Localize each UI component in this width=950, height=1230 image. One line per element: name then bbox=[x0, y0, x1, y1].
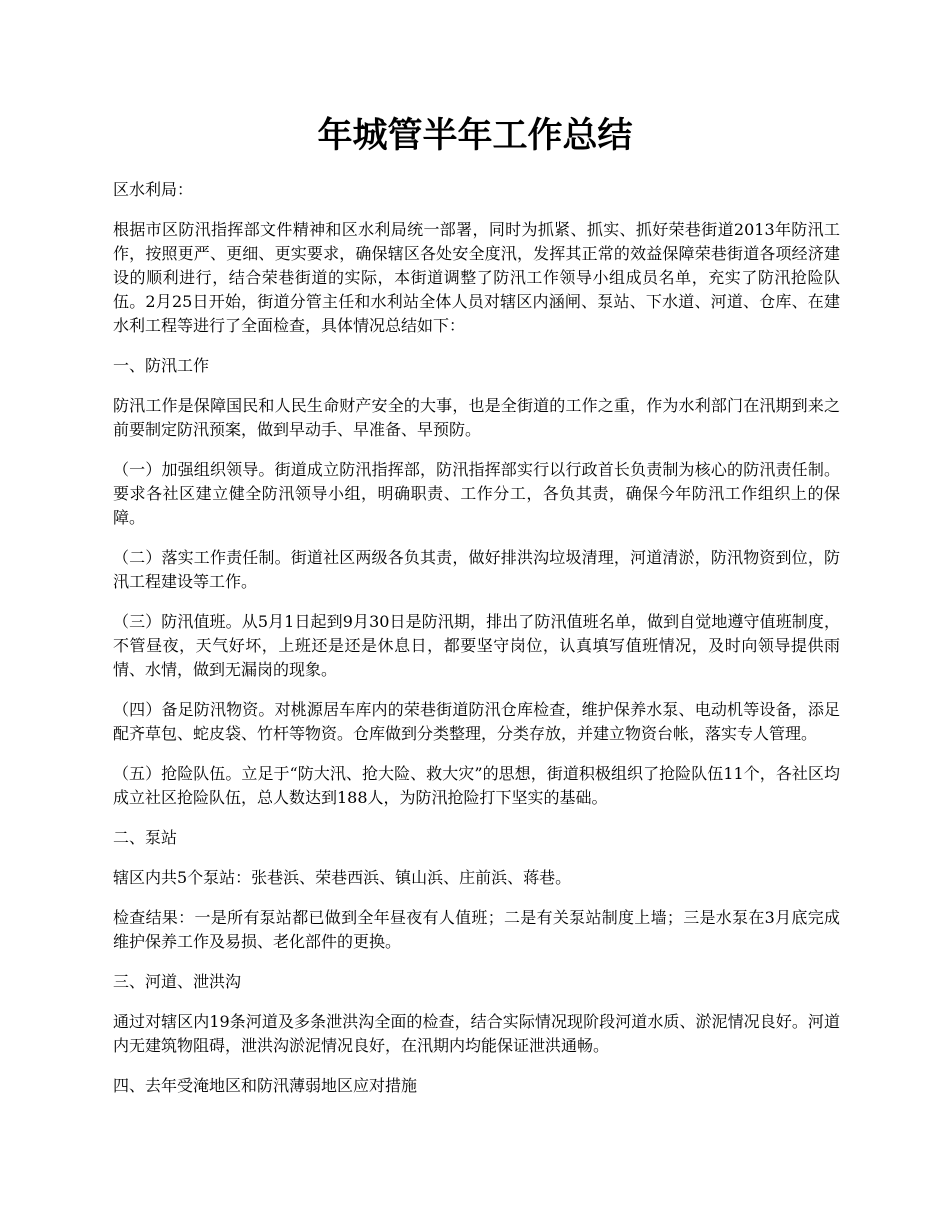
paragraph: （二）落实工作责任制。街道社区两级各负其责，做好排洪沟垃圾清理，河道清淤，防汛物资到位，防汛工程建设等工作。 bbox=[113, 548, 840, 591]
section-heading-pump-stations: 二、泵站 bbox=[113, 828, 178, 847]
paragraph: 防汛工作是保障国民和人民生命财产安全的大事，也是全街道的工作之重，作为水利部门在汛期到来之前要制定防汛预案，做到早动手、早准备、早预防。 bbox=[113, 396, 840, 439]
paragraph: （一）加强组织领导。街道成立防汛指挥部，防汛指挥部实行以行政首长负责制为核心的防汛责任制。要求各社区建立健全防汛领导小组，明确职责、工作分工，各负其责，确保今年防汛工作组织上的保障。 bbox=[113, 460, 840, 527]
paragraph: 辖区内共5个泵站：张巷浜、荣巷西浜、镇山浜、庄前浜、蒋巷。 bbox=[113, 868, 572, 887]
intro-paragraph: 根据市区防汛指挥部文件精神和区水利局统一部署，同时为抓紧、抓实、抓好荣巷街道2013年防汛工作，按照更严、更细、更实要求，确保辖区各处安全度汛，发挥其正常的效益保障荣巷街道各项经济建设的顺利进行，结合荣巷街道的实际，本街道调整了防汛工作领导小组成员名单，充实了防汛抢险队伍。2月25日开始，街道分管主任和水利站全体人员对辖区内涵闸、泵站、下水道、河道、仓库、在建水利工程等进行了全面检查，具体情况总结如下： bbox=[113, 220, 840, 335]
document-body bbox=[113, 178, 840, 1114]
paragraph: 检查结果：一是所有泵站都已做到全年昼夜有人值班；二是有关泵站制度上墙；三是水泵在3月底完成维护保养工作及易损、老化部件的更换。 bbox=[113, 908, 840, 951]
document-title: 年城管半年工作总结 bbox=[317, 116, 633, 156]
section-heading-flooded-areas: 四、去年受淹地区和防汛薄弱地区应对措施 bbox=[113, 1076, 418, 1095]
paragraph: （五）抢险队伍。立足于“防大汛、抢大险、救大灾”的思想，街道积极组织了抢险队伍11个，各社区均成立社区抢险队伍，总人数达到188人，为防汛抢险打下坚实的基础。 bbox=[113, 764, 840, 807]
paragraph: （三）防汛值班。从5月1日起到9月30日是防汛期，排出了防汛值班名单，做到自觉地遵守值班制度，不管昼夜，天气好坏，上班还是还是休息日，都要坚守岗位，认真填写值班情况，及时向领导提供雨情、水情，做到无漏岗的现象。 bbox=[113, 612, 840, 679]
section-heading-rivers: 三、河道、泄洪沟 bbox=[113, 972, 242, 991]
salutation: 区水利局： bbox=[113, 180, 194, 199]
section-heading-flood-control: 一、防汛工作 bbox=[113, 356, 210, 375]
paragraph: 通过对辖区内19条河道及多条泄洪沟全面的检查，结合实际情况现阶段河道水质、淤泥情况良好。河道内无建筑物阻碍，泄洪沟淤泥情况良好，在汛期内均能保证泄洪通畅。 bbox=[113, 1012, 840, 1055]
paragraph: （四）备足防汛物资。对桃源居车库内的荣巷街道防汛仓库检查，维护保养水泵、电动机等设备，添足配齐草包、蛇皮袋、竹杆等物资。仓库做到分类整理，分类存放，并建立物资台帐，落实专人管理。 bbox=[113, 700, 840, 743]
